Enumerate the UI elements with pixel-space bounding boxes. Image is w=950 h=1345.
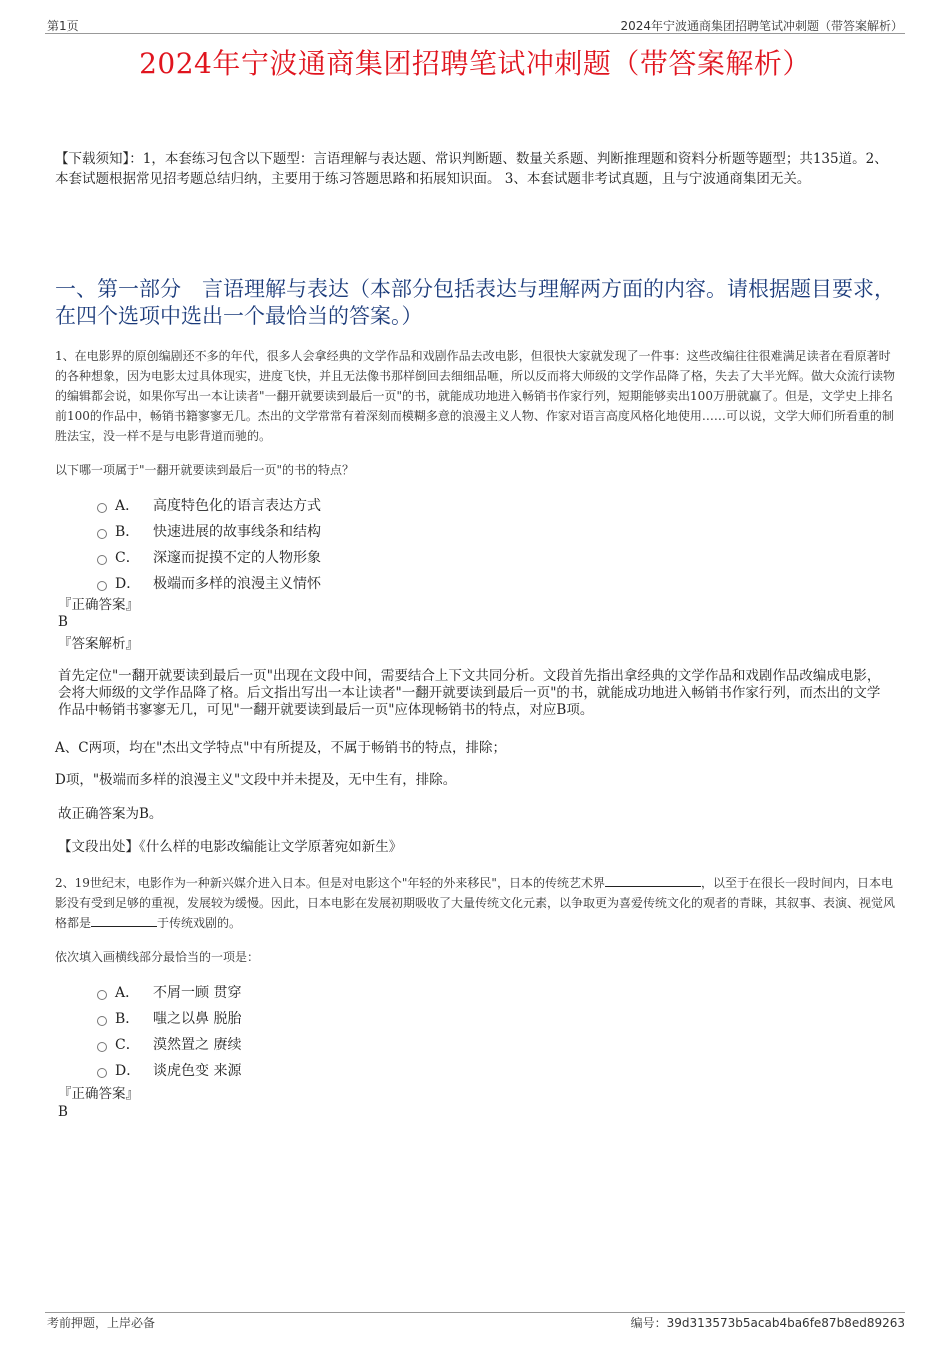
option-letter: D． (115, 1063, 141, 1079)
radio-button-icon[interactable] (97, 555, 107, 565)
radio-button-icon[interactable] (97, 1068, 107, 1078)
option-text: 谈虎色变 来源 (153, 1063, 242, 1079)
q1-answer: B (58, 614, 68, 630)
q2-passage (55, 873, 900, 933)
option-text: 漠然置之 赓续 (153, 1037, 242, 1053)
section-heading: 一、第一部分 言语理解与表达（本部分包括表达与理解两方面的内容。请根据题目要求，在四个选项中选出一个最恰当的答案。） (55, 277, 895, 328)
option-letter: A． (115, 498, 140, 514)
option-letter: B． (115, 1011, 140, 1027)
radio-button-icon[interactable] (97, 1042, 107, 1052)
q1-analysis-label: 『答案解析』 (58, 636, 139, 652)
q2-answer-label: 『正确答案』 (58, 1086, 139, 1102)
option-letter: A． (115, 985, 140, 1001)
option-text: 极端而多样的浪漫主义情怀 (153, 576, 321, 592)
option-letter: D． (115, 576, 141, 592)
q1-option-1[interactable] (97, 521, 321, 541)
download-notice: 【下载须知】：1，本套练习包含以下题型：言语理解与表达题、常识判断题、数量关系题、判断推理题和资料分析题等题型；共135道。2、本套试题根据常见招考题总结归纳，主要用于练习答题思路和拓展知识面。 3、本套试题非考试真题，且与宁波通商集团无关。 (55, 151, 888, 187)
q2-answer: B (58, 1104, 68, 1120)
q2-text-c: 于传统戏剧的。 (157, 916, 242, 930)
q1-option-3[interactable] (97, 573, 321, 593)
q1-passage: 1、在电影界的原创编剧还不多的年代，很多人会拿经典的文学作品和戏剧作品去改电影，但很快大家就发现了一件事：这些改编往往很难满足读者在看原著时的各种想象，因为电影太过具体现实，进度飞快，并且无法像书那样倒回去细细品咂，所以反而将大师级的文学作品降了格，失去了大半光辉。做大众流行读物的编辑都会说，如果你写出一本让读者"一翻开就要读到最后一页"的书，就能成功地进入畅销书作家行列，短期能够卖出100万册就赢了。但是，文学史上排名前100的作品中，畅销书籍寥寥无几。杰出的文学常常有着深刻而模糊多意的浪漫主义人物、作家对语言高度风格化地使用……可以说，文学大师们所看重的制胜法宝，没一样不是与电影背道而驰的。 (55, 349, 896, 443)
q1-analysis-ac: A、C两项，均在"杰出文学特点"中有所提及，不属于畅销书的特点，排除； (55, 740, 506, 756)
q2-option-3[interactable] (97, 1060, 241, 1080)
option-letter: B． (115, 524, 140, 540)
q1-source: 【文段出处】《什么样的电影改编能让文学原著宛如新生》 (58, 839, 403, 855)
header-rule (45, 33, 905, 34)
q2-prompt: 依次填入画横线部分最恰当的一项是： (55, 950, 260, 964)
q2-blank-1 (605, 875, 701, 887)
q2-text-a: 2、19世纪末，电影作为一种新兴媒介进入日本。但是对电影这个"年轻的外来移民"，日本的传统艺术界 (55, 876, 605, 890)
q2-text-b: ，以至于在很长一段时间内，日本电影没有受到足够的重视，发展较为缓慢。因此，日本电影在发展初期吸收了大量传统文化元素，以争取更为喜爱传统文化的观者的青睐，其叙事、表演、视觉风格都是 (55, 876, 896, 930)
q2-option-0[interactable] (97, 982, 241, 1002)
option-letter: C． (115, 550, 140, 566)
footer-slogan: 考前押题，上岸必备 (47, 1316, 156, 1330)
q1-analysis-main: 首先定位"一翻开就要读到最后一页"出现在文段中间，需要结合上下文共同分析。文段首先指出拿经典的文学作品和戏剧作品改编成电影，会将大师级的文学作品降了格。后文指出写出一本让读者"一翻开就要读到最后一页"的书，就能成功地进入畅销书作家行列，而杰出的文学作品中畅销书寥寥无几，可见"一翻开就要读到最后一页"应体现畅销书的特点，对应B项。 (58, 668, 881, 718)
q2-blank-2 (91, 915, 157, 927)
option-letter: C． (115, 1037, 140, 1053)
header-doc-title: 2024年宁波通商集团招聘笔试冲刺题（带答案解析） (620, 19, 903, 33)
q1-option-2[interactable] (97, 547, 321, 567)
radio-button-icon[interactable] (97, 990, 107, 1000)
q1-option-0[interactable] (97, 495, 321, 515)
q1-answer-label: 『正确答案』 (58, 597, 139, 613)
q1-prompt: 以下哪一项属于"一翻开就要读到最后一页"的书的特点？ (55, 463, 355, 477)
option-text: 高度特色化的语言表达方式 (153, 498, 321, 514)
option-text: 不屑一顾 贯穿 (153, 985, 242, 1001)
page-title: 2024年宁波通商集团招聘笔试冲刺题（带答案解析） (139, 47, 811, 80)
radio-button-icon[interactable] (97, 1016, 107, 1026)
q1-conclusion: 故正确答案为B。 (58, 806, 163, 822)
q2-option-2[interactable] (97, 1034, 241, 1054)
option-text: 深邃而捉摸不定的人物形象 (153, 550, 321, 566)
q1-analysis-d: D项，"极端而多样的浪漫主义"文段中并未提及，无中生有，排除。 (55, 772, 457, 788)
footer-code: 编号：39d313573b5acab4ba6fe87b8ed89263 (630, 1316, 905, 1330)
page-number: 第1页 (47, 19, 79, 33)
option-text: 快速进展的故事线条和结构 (153, 524, 321, 540)
radio-button-icon[interactable] (97, 529, 107, 539)
radio-button-icon[interactable] (97, 581, 107, 591)
option-text: 嗤之以鼻 脱胎 (153, 1011, 242, 1027)
radio-button-icon[interactable] (97, 503, 107, 513)
footer-rule (45, 1312, 905, 1313)
q2-option-1[interactable] (97, 1008, 241, 1028)
